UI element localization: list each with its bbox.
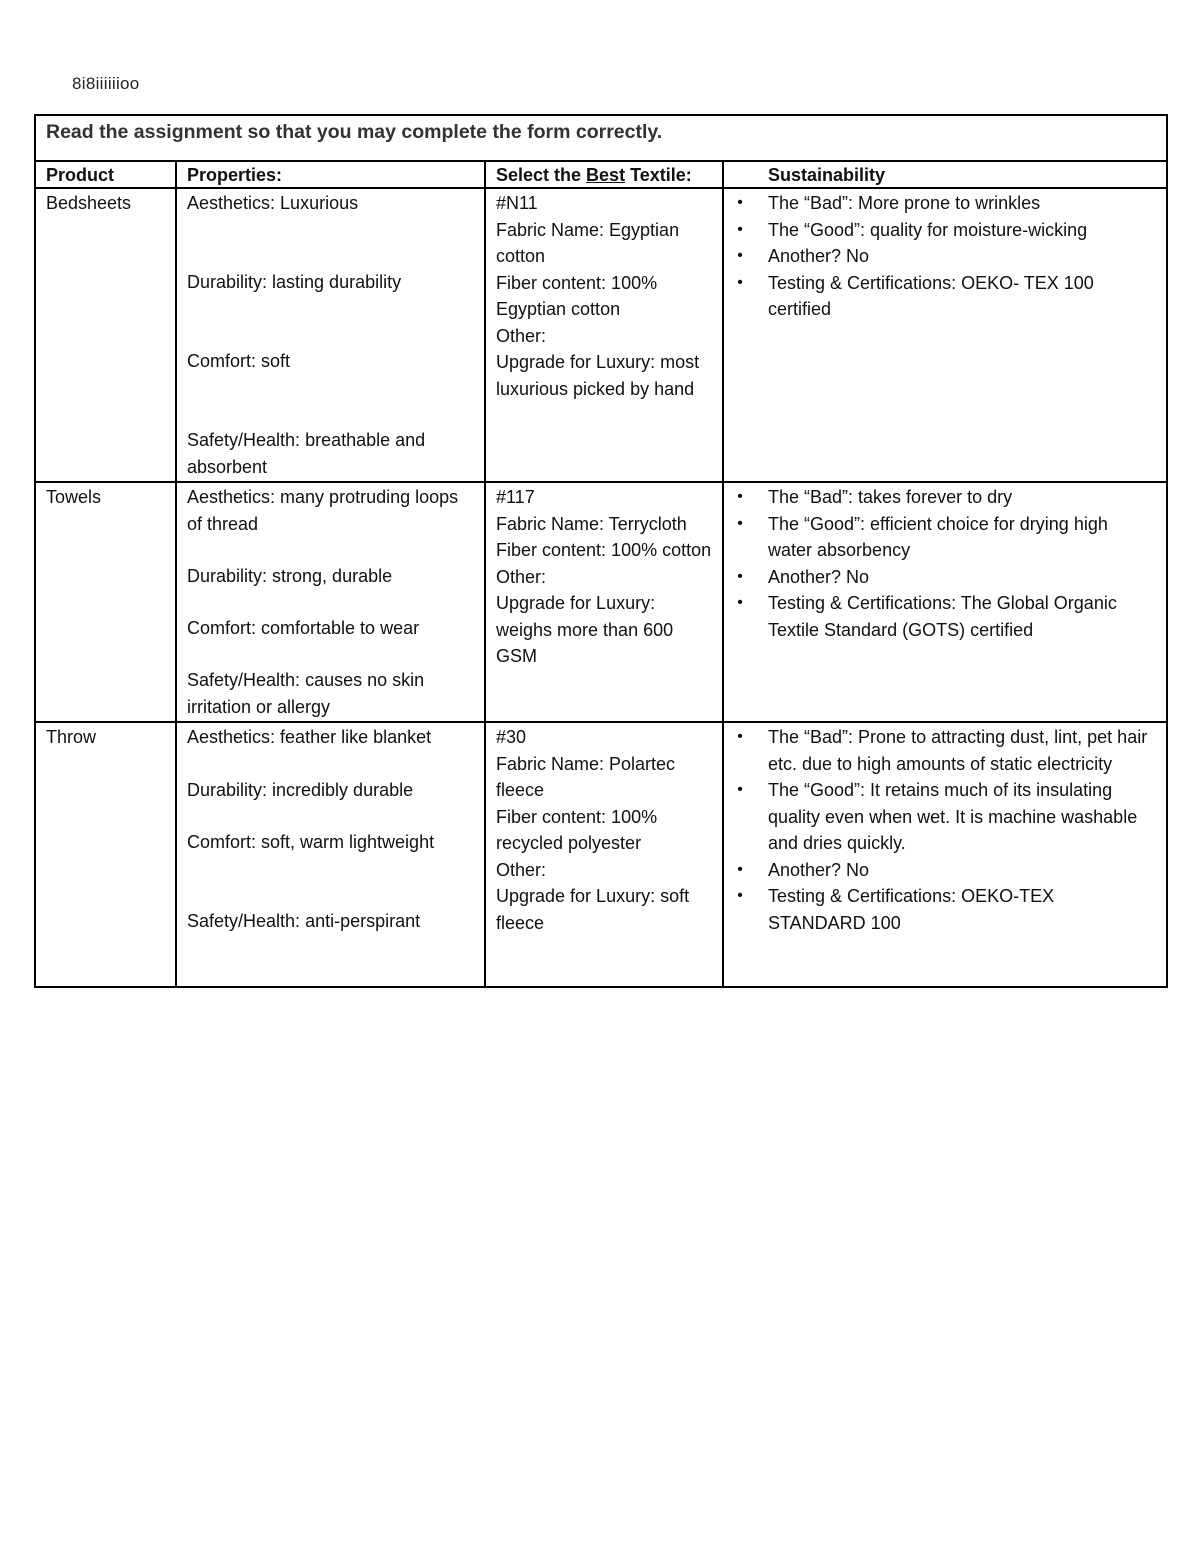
textile-fabric-name: Fabric Name: Polartec fleece — [496, 753, 676, 800]
textile-fiber-content: Fiber content: 100% cotton — [496, 540, 712, 560]
table-row — [35, 188, 1167, 482]
textile-other: Other: — [496, 325, 547, 346]
textile-header-suffix: Textile: — [625, 165, 692, 185]
column-header-sustainability: Sustainability — [723, 161, 1167, 188]
textile-cell — [485, 722, 723, 987]
textile-other: Other: — [496, 859, 547, 880]
property-durability: Durability: lasting durability — [187, 272, 402, 292]
column-header-properties: Properties: — [176, 161, 485, 188]
sustainability-certifications: • Testing & Certifications: The Global Organic Textile Standard (GOTS) certified — [768, 590, 1156, 643]
sustainability-good: • The “Good”: efficient choice for drying high water absorbency — [768, 511, 1156, 564]
textile-upgrade: Upgrade for Luxury: weighs more than 600 GSM — [496, 593, 674, 666]
properties-cell — [176, 722, 485, 987]
sustainability-good: • The “Good”: quality for moisture-wicking — [768, 217, 1156, 244]
sustainability-bad: • The “Bad”: takes forever to dry — [768, 484, 1156, 511]
property-safety: Safety/Health: causes no skin irritation or allergy — [187, 670, 425, 717]
sustainability-another: • Another? No — [768, 857, 1156, 884]
textile-upgrade: Upgrade for Luxury: most luxurious picked by hand — [496, 352, 700, 399]
textile-header-prefix: Select the — [496, 165, 587, 185]
textile-id: #117 — [496, 487, 535, 507]
table-row — [35, 482, 1167, 722]
instruction-row — [35, 115, 1167, 161]
property-durability: Durability: incredibly durable — [187, 780, 414, 800]
sustainability-bad: • The “Bad”: Prone to attracting dust, lint, pet hair etc. due to high amounts of static electricity — [768, 724, 1156, 777]
column-header-product: Product — [35, 161, 176, 188]
header-row — [35, 161, 1167, 188]
textile-header-best: Best — [586, 165, 626, 185]
product-cell: Towels — [35, 482, 176, 722]
textile-cell — [485, 188, 723, 482]
textile-id: #30 — [496, 727, 527, 747]
sustainability-list — [734, 484, 1156, 643]
sustainability-another: • Another? No — [768, 564, 1156, 591]
sustainability-certifications: • Testing & Certifications: OEKO- TEX 100 certified — [768, 270, 1156, 323]
property-safety: Safety/Health: anti-perspirant — [187, 911, 421, 931]
property-aesthetics: Aesthetics: feather like blanket — [187, 727, 432, 747]
textile-upgrade: Upgrade for Luxury: soft fleece — [496, 886, 690, 933]
textile-other: Other: — [496, 566, 547, 587]
sustainability-cell — [723, 188, 1167, 482]
sustainability-list — [734, 724, 1156, 936]
property-aesthetics: Aesthetics: many protruding loops of thread — [187, 487, 459, 534]
column-header-textile — [485, 161, 723, 188]
page-header: 8i8iiiiiioo — [72, 74, 140, 93]
textile-cell — [485, 482, 723, 722]
product-cell: Bedsheets — [35, 188, 176, 482]
sustainability-cell — [723, 482, 1167, 722]
sustainability-another: • Another? No — [768, 243, 1156, 270]
property-comfort: Comfort: soft, warm lightweight — [187, 832, 435, 852]
property-durability: Durability: strong, durable — [187, 566, 393, 586]
sustainability-certifications: • Testing & Certifications: OEKO-TEX STANDARD 100 — [768, 883, 1156, 936]
textile-fiber-content: Fiber content: 100% Egyptian cotton — [496, 272, 658, 319]
product-cell: Throw — [35, 722, 176, 987]
properties-cell — [176, 188, 485, 482]
sustainability-bad: • The “Bad”: More prone to wrinkles — [768, 190, 1156, 217]
property-safety: Safety/Health: breathable and absorbent — [187, 430, 426, 477]
textile-fabric-name: Fabric Name: Terrycloth — [496, 513, 687, 534]
properties-cell — [176, 482, 485, 722]
sustainability-good: • The “Good”: It retains much of its insulating quality even when wet. It is machine washable and dries quickly. — [768, 777, 1156, 857]
property-aesthetics: Aesthetics: Luxurious — [187, 193, 359, 213]
property-comfort: Comfort: soft — [187, 351, 291, 371]
textile-fiber-content: Fiber content: 100% recycled polyester — [496, 806, 658, 853]
table-row — [35, 722, 1167, 987]
textile-id: #N11 — [496, 193, 538, 213]
textile-fabric-name: Fabric Name: Egyptian cotton — [496, 219, 680, 266]
sustainability-cell — [723, 722, 1167, 987]
property-comfort: Comfort: comfortable to wear — [187, 618, 420, 638]
instruction-text: Read the assignment so that you may complete the form correctly. — [35, 115, 1167, 161]
textile-form-table — [34, 114, 1168, 988]
sustainability-list — [734, 190, 1156, 323]
